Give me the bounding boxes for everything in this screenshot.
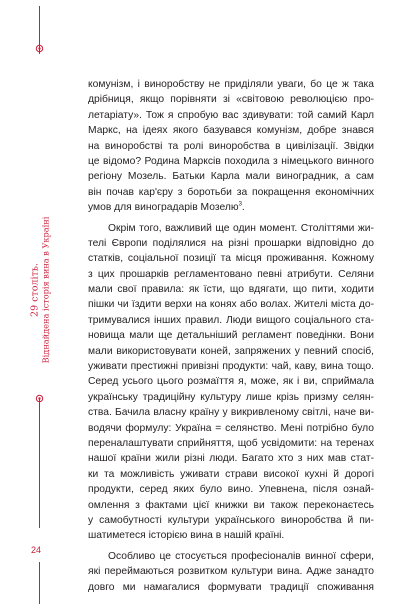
text-line: телі Європи поділялися на різні прошарки відповідно до: [88, 237, 374, 249]
text-line: мали використовувати коней, запряжених у певний спосіб,: [88, 345, 374, 357]
text-line: Маркс, на ідеях якого базувався комунізм, добре знався: [88, 125, 374, 137]
ornament-icon: [31, 40, 48, 57]
text-line: пішки чи їздити верхи на конях або волах. Жителі міста до-: [88, 299, 374, 311]
text-line: водячи формулу: Україна = селянство. Мені потрібно було: [88, 422, 374, 434]
text-line-content: умов для виноградарів Мозелю: [88, 202, 239, 214]
text-line: на виноробстві та ролі виноробства в цивілізації. Звідки: [88, 140, 374, 152]
text-line: летаріату». Тож я спробую вас здивувати: той самий Карл: [88, 109, 374, 121]
text-line: новища мали ще детальніший регламент поведінки. Вони: [88, 330, 374, 342]
text-line: уживати престижні привізні продукти: чай, каву, вина тощо.: [88, 361, 374, 373]
text-line: ства. Бачила власну країну у викривленому світлі, наче ви-: [88, 407, 374, 419]
text-line: з цих прошарків регламентовано певні атрибути. Селяни: [88, 268, 374, 280]
body-text: [88, 77, 374, 595]
text-line: які переймаються розвитком культури вина. Адже занадто: [88, 566, 374, 578]
book-title-line2: Віднайдена історія вина в Україні: [40, 216, 51, 364]
text-line: у самобутності культури українського виноробства й пи-: [88, 514, 374, 526]
book-title-line1: 29 століть.: [29, 263, 41, 317]
paragraph-2: [88, 221, 374, 544]
margin-rule-middle: [39, 398, 40, 528]
text-line: мали свої правила: як їсти, що вдягати, що пити, ходити: [88, 284, 374, 296]
text-line: довго ми намагалися формувати традиції споживання: [88, 581, 374, 593]
text-line: українську традиційну культуру лише крізь призму селян-: [88, 391, 374, 403]
margin-rule-bottom: [39, 562, 40, 604]
paragraph-3: [88, 549, 374, 595]
page-number: 24: [31, 545, 42, 555]
text-line: переналаштувати сприйняття, щоб усвідомити: на теренах: [88, 437, 374, 449]
text-line: нашої країни жили різні люди. Багато хто з них мав стат-: [88, 453, 374, 465]
footnote-marker[interactable]: 3: [238, 201, 242, 208]
sentence-end: .: [241, 202, 245, 214]
paragraph-1: [88, 77, 374, 216]
text-line: це відомо? Родина Марксів походила з німецького винного: [88, 155, 374, 167]
running-header: [24, 190, 56, 390]
text-line: дрібниця, якщо порівняти зі «світовою революцією про-: [88, 94, 374, 106]
text-line: шатиметеся історією вина в нашій країні.: [88, 530, 285, 542]
text-line: комунізм, і виноробству не приділяли уваги, бо це ж така: [88, 79, 374, 90]
text-line: Особливо це стосується професіоналів винної сфери,: [108, 550, 374, 562]
text-line: ки та можливість уживати страви високої кухні й дорогі: [88, 468, 374, 480]
text-line: Окрім того, важливий ще один момент. Століттями жи-: [108, 222, 374, 234]
text-line: [88, 200, 374, 215]
text-line: продукти, серед яких було вино. Упевнена, після ознай-: [88, 484, 374, 496]
text-line: тримувалися інших правил. Люди вищого соціального ста-: [88, 314, 374, 326]
text-line: статків, соціальної позиції та місця проживання. Кожному: [88, 253, 374, 265]
text-line: регіону Мозель. Батьки Карла мали виноградник, а сам: [88, 171, 374, 183]
text-line: омлення з фактами цієї книжки ви також переконаєтесь: [88, 499, 374, 511]
text-line: Серед усього цього розмаїття я, може, як і ви, сприймала: [88, 376, 374, 388]
text-line: він почав кар'єру з боротьби за покращення економічних: [88, 186, 374, 198]
